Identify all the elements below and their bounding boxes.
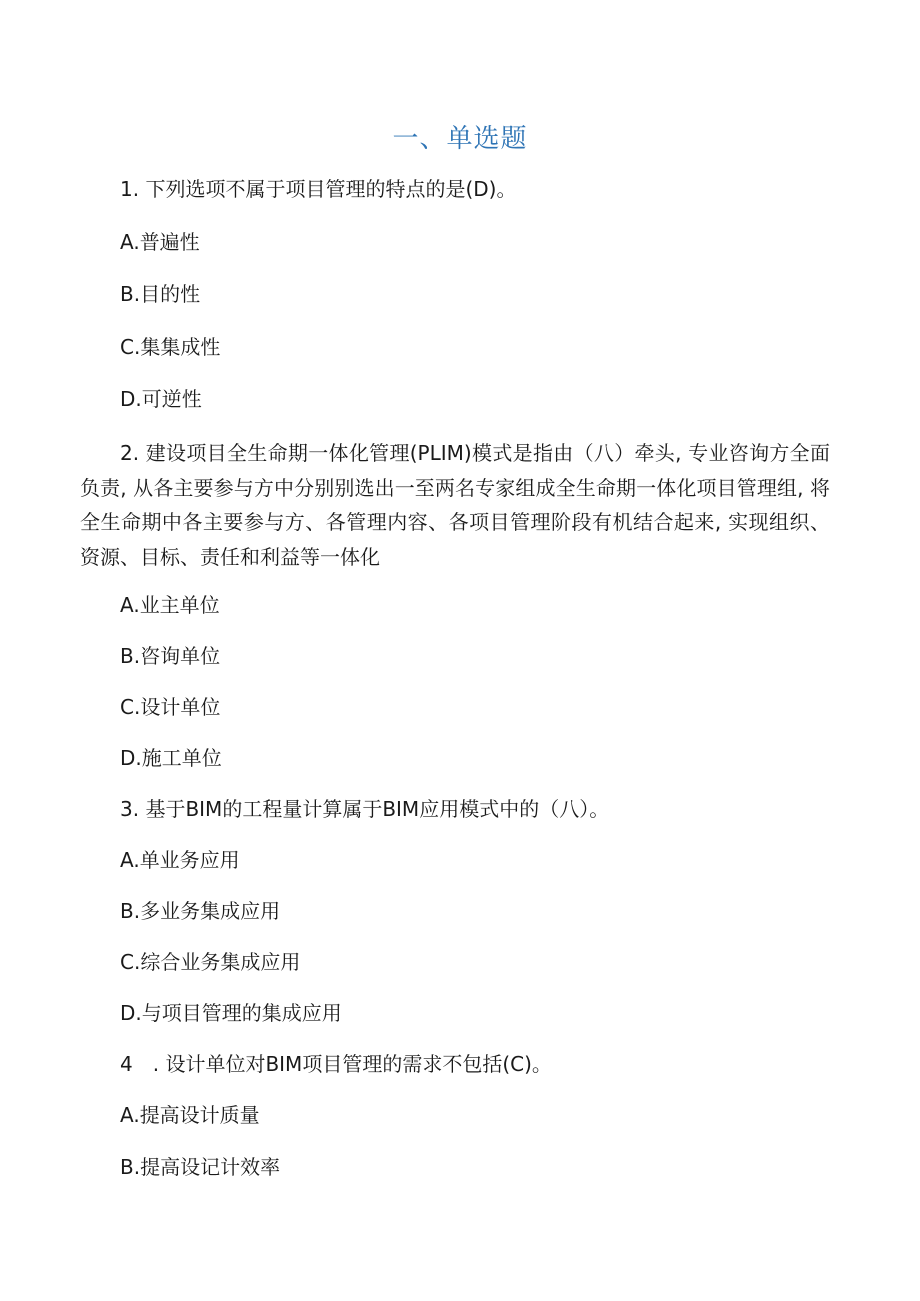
question-2-stem xyxy=(80,436,830,574)
q1-option-a: A.普遍性 xyxy=(120,230,200,254)
q2-option-a: A.业主单位 xyxy=(120,593,220,617)
q2-option-d: D.施工单位 xyxy=(120,746,222,770)
q2-option-b: B.咨询单位 xyxy=(120,644,221,668)
question-2-text: 2. 建设项目全生命期一体化管理(PLIM)模式是指由（八）牵头, 专业咨询方全面负责, 从各主要参与方中分别别选出一至两名专家组成全生命期一体化项目管理组, 将全生命期中各主要参与方、各管理内容、各项目管理阶段有机结合起来, 实现组织、资源、目标、责任和利益等一体化 xyxy=(80,441,830,569)
question-4-stem: 4 . 设计单位对BIM项目管理的需求不包括(C)。 xyxy=(120,1052,552,1076)
question-1-stem: 1. 下列选项不属于项目管理的特点的是(D)。 xyxy=(120,177,517,201)
q4-option-b: B.提高设记计效率 xyxy=(120,1155,281,1179)
q2-option-c: C.设计单位 xyxy=(120,695,221,719)
question-3-stem: 3. 基于BIM的工程量计算属于BIM应用模式中的（八）。 xyxy=(120,797,610,821)
q3-option-b: B.多业务集成应用 xyxy=(120,899,281,923)
q1-option-d: D.可逆性 xyxy=(120,387,202,411)
q3-option-d: D.与项目管理的集成应用 xyxy=(120,1001,342,1025)
q1-option-c: C.集集成性 xyxy=(120,335,221,359)
q4-option-a: A.提高设计质量 xyxy=(120,1103,260,1127)
q3-option-c: C.综合业务集成应用 xyxy=(120,950,301,974)
q3-option-a: A.单业务应用 xyxy=(120,848,240,872)
section-title: 一、单选题 xyxy=(392,124,528,154)
q1-option-b: B.目的性 xyxy=(120,282,201,306)
